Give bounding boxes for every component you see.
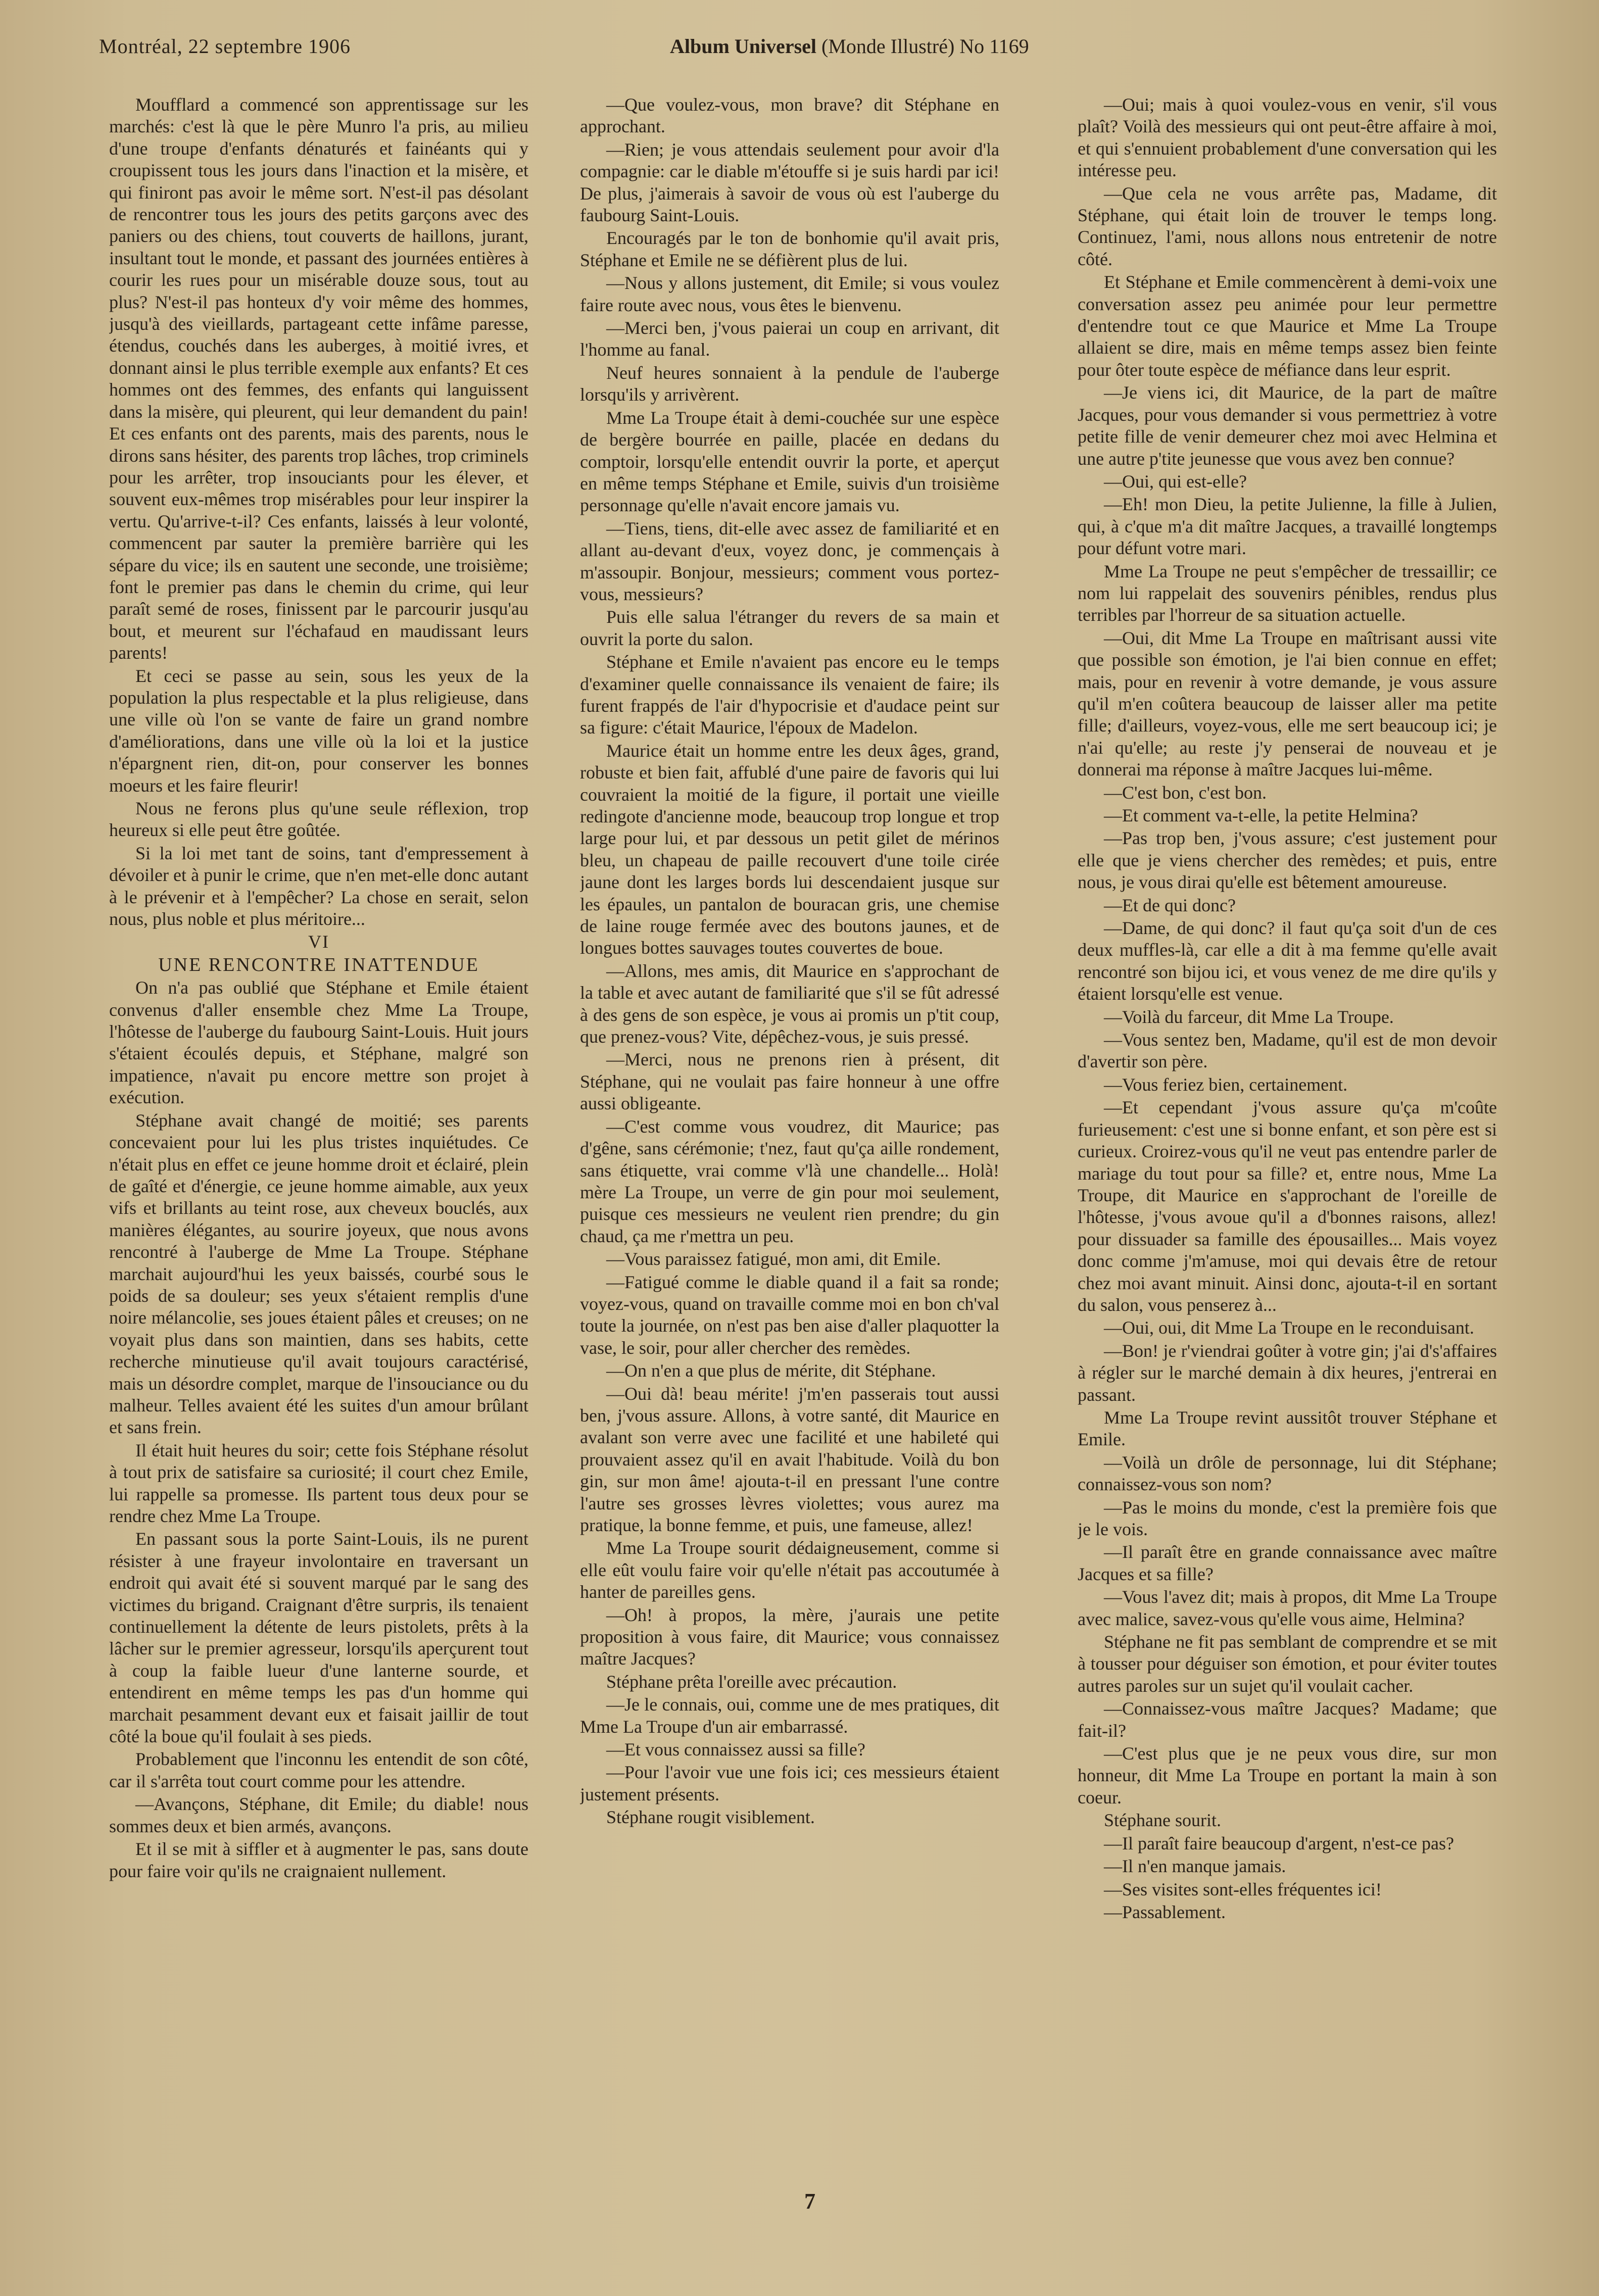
paragraph: Stéphane prêta l'oreille avec précaution. [606,1671,897,1692]
text-column-2 [580,94,999,2231]
chapter-title: UNE RENCONTRE INATTENDUE [158,954,479,975]
paragraph: —Fatigué comme le diable quand il a fait sa ronde; voyez-vous, quand on travaille comme moi en bon ch'val toute la journée, on n'est pas ben aise d'aller plaquotter la vase, le soir, pour aller chercher des remèdes. [580,1272,999,1358]
paragraph: Mme La Troupe revint aussitôt trouver Stéphane et Emile. [1078,1407,1497,1450]
page-number: 7 [804,2189,815,2214]
chapter-number: VI [308,932,329,952]
paragraph: Et il se mit à siffler et à augmenter le pas, sans doute pour faire voir qu'ils ne craignaient nullement. [109,1839,528,1881]
paragraph: —Pas trop ben, j'vous assure; c'est justement pour elle que je viens chercher des remèdes; et puis, entre nous, je vous dirai qu'elle est bêtement amoureuse. [1078,828,1497,893]
paragraph: Et ceci se passe au sein, sous les yeux de la population la plus respectable et la plus religieuse, dans une ville où l'on se vante de faire un grand nombre d'améliorations, dans une ville où la loi et la justice n'épargnent rien, dit-on, pour conserver les bonnes moeurs et les faire fleurir! [109,665,528,796]
paragraph: —Je viens ici, dit Maurice, de la part de maître Jacques, pour vous demander si vous permettriez à votre petite fille de venir demeurer chez moi avec Helmina et une autre p'tite jeunesse que vous avez ben connue? [1078,382,1497,469]
paragraph: Puis elle salua l'étranger du revers de sa main et ouvrit la porte du salon. [580,607,999,649]
paragraph: —Pour l'avoir vue une fois ici; ces messieurs étaient justement présents. [580,1762,999,1804]
paragraph: —Connaissez-vous maître Jacques? Madame; que fait-il? [1078,1698,1497,1741]
paragraph: Si la loi met tant de soins, tant d'empressement à dévoiler et à punir le crime, que n'en met-elle donc autant à le prévenir et à l'empêcher? La chose en serait, selon nous, plus noble et plus méritoire... [109,843,528,930]
paragraph: —Pas le moins du monde, c'est la première fois que je le vois. [1078,1497,1497,1539]
paragraph: —Oui, oui, dit Mme La Troupe en le reconduisant. [1104,1317,1474,1338]
paragraph: Stéphane ne fit pas semblant de comprendre et se mit à tousser pour déguiser son émotion, et pour éviter toutes autres paroles sur un sujet qu'il voulait cacher. [1078,1632,1497,1696]
header-subtitle: (Monde Illustré) No 1169 [821,35,1029,58]
paragraph: Stéphane rougit visiblement. [606,1807,815,1828]
paragraph: —Allons, mes amis, dit Maurice en s'approchant de la table et avec autant de familiarité que s'il se fût adressé à des gens de son espèce, je vous ai promis un p'tit coup, que prenez-vous? Vite, dépêchez-vous, je suis pressé. [580,960,999,1047]
paragraph: Mme La Troupe était à demi-couchée sur une espèce de bergère bourrée en paille, placée en dedans du comptoir, lorsqu'elle entendit ouvrir la porte, et aperçut en même temps Stéphane et Emile, suivis d'un troisième personnage qu'elle n'avait encore jamais vu. [580,407,999,516]
paragraph: —Vous paraissez fatigué, mon ami, dit Emile. [606,1249,941,1269]
paragraph: —Vous l'avez dit; mais à propos, dit Mme La Troupe avec malice, savez-vous qu'elle vous aime, Helmina? [1078,1587,1497,1629]
header-masthead [670,34,1029,58]
paragraph: —Il paraît faire beaucoup d'argent, n'est-ce pas? [1104,1833,1454,1853]
paragraph: —Bon! je r'viendrai goûter à votre gin; j'ai d's'affaires à régler sur le marché demain à dix heures, j'entrerai en passant. [1078,1340,1497,1405]
paragraph: —Merci, nous ne prenons rien à présent, dit Stéphane, qui ne voulait pas faire honneur à une offre aussi obligeante. [580,1049,999,1114]
paragraph: En passant sous la porte Saint-Louis, ils ne purent résister à une frayeur involontaire en traversant un endroit qui avait été si souvent marqué par le sang des victimes du brigand. Craignant d'être surpris, ils tenaient continuellement la détente de leurs pistolets, prêts à la lâcher sur le premier agresseur, lorsqu'ils aperçurent tout à coup la faible lueur d'une lanterne sourde, et entendirent en même temps les pas d'un homme qui marchait pesamment devant eux et faisait jaillir de tout côté la boue qu'il foulait à ses pieds. [109,1529,528,1747]
paragraph: Probablement que l'inconnu les entendit de son côté, car il s'arrêta tout court comme pour les attendre. [109,1749,528,1791]
paragraph: —Dame, de qui donc? il faut qu'ça soit d'un de ces deux muffles-là, car elle a dit à ma femme qu'elle avait rencontré son bijou ici, et vous venez de me dire qu'ils y étaient lorsqu'elle est venue. [1078,918,1497,1004]
paragraph: —Et comment va-t-elle, la petite Helmina? [1104,805,1418,825]
paragraph: Nous ne ferons plus qu'une seule réflexion, trop heureux si elle peut être goûtée. [109,798,528,841]
paragraph: —Vous feriez bien, certainement. [1104,1074,1348,1095]
paragraph: —Et vous connaissez aussi sa fille? [606,1739,865,1760]
paragraph: —Eh! mon Dieu, la petite Julienne, la fille à Julien, qui, à c'que m'a dit maître Jacques, a travaillé longtemps pour défunt votre mari. [1078,494,1497,559]
paragraph: —Oui, qui est-elle? [1104,471,1247,492]
paragraph: —Merci ben, j'vous paierai un coup en arrivant, dit l'homme au fanal. [580,318,999,360]
header-date: Montréal, 22 septembre 1906 [99,35,351,58]
paragraph: —Et de qui donc? [1104,895,1236,915]
paragraph: —On n'en a que plus de mérite, dit Stéphane. [606,1360,936,1381]
paragraph: —Avançons, Stéphane, dit Emile; du diable! nous sommes deux et bien armés, avançons. [109,1794,528,1836]
paragraph: Neuf heures sonnaient à la pendule de l'auberge lorsqu'ils y arrivèrent. [580,362,999,405]
paragraph: —Voilà du farceur, dit Mme La Troupe. [1104,1006,1394,1027]
paragraph: —Voilà un drôle de personnage, lui dit Stéphane; connaissez-vous son nom? [1078,1452,1497,1495]
paragraph: —Oh! à propos, la mère, j'aurais une petite proposition à vous faire, dit Maurice; vous connaissez maître Jacques? [580,1604,999,1669]
paragraph: On n'a pas oublié que Stéphane et Emile étaient convenus d'aller ensemble chez Mme La Troupe, l'hôtesse de l'auberge du faubourg Saint-Louis. Huit jours s'étaient écoulés depuis, et Stéphane, malgré son impatience, n'avait pu encore mettre son projet à exécution. [109,978,528,1108]
paragraph: —Que voulez-vous, mon brave? dit Stéphane en approchant. [580,94,999,137]
paragraph: Mme La Troupe ne peut s'empêcher de tressaillir; ce nom lui rappelait des souvenirs pénibles, rendus plus terribles par l'horreur de sa situation actuelle. [1078,561,1497,625]
paragraph: —Ses visites sont-elles fréquentes ici! [1104,1879,1382,1899]
text-column-1 [109,94,528,2231]
page-header [99,34,1463,65]
paragraph: —C'est comme vous voudrez, dit Maurice; pas d'gêne, sans cérémonie; t'nez, faut qu'ça aille rondement, sans étiquette, vrai comme v'là une chandelle... Holà! mère La Troupe, un verre de gin pour moi seulement, puisque ces messieurs ne veulent rien prendre; du gin chaud, ça me r'mettra un peu. [580,1116,999,1246]
paragraph: —Je le connais, oui, comme une de mes pratiques, dit Mme La Troupe d'un air embarrassé. [580,1694,999,1737]
paragraph: —Il n'en manque jamais. [1104,1856,1286,1877]
paragraph: —C'est plus que je ne peux vous dire, sur mon honneur, dit Mme La Troupe en portant la main à son coeur. [1078,1743,1497,1808]
text-column-3 [1078,94,1497,2231]
paragraph: —Nous y allons justement, dit Emile; si vous voulez faire route avec nous, vous êtes le bienvenu. [580,273,999,315]
paragraph: —Et cependant j'vous assure qu'ça m'coûte furieusement: c'est une si bonne enfant, et son père est si curieux. Croirez-vous qu'il ne veut pas entendre parler de mariage du tout pour sa fille? et, entre nous, Mme La Troupe, dit Maurice en s'approchant de l'oreille de l'hôtesse, j'vous avoue qu'il a d'bonnes raisons, allez! pour dissuader sa famille des épousailles... Mais voyez donc comme j'm'amuse, moi qui devais être de retour chez moi avant minuit. Ainsi donc, ajouta-t-il en sortant du salon, vous penserez à... [1078,1097,1497,1315]
paragraph: —Vous sentez ben, Madame, qu'il est de mon devoir d'avertir son père. [1078,1030,1497,1072]
paragraph: Moufflard a commencé son apprentissage sur les marchés: c'est là que le père Munro l'a pris, au milieu d'une troupe d'enfants dénaturés et fainéants qui y croupissent tous les jours dans l'inaction et la misère, et qui finiront pas avoir le même sort. N'est-il pas désolant de rencontrer tous les jours des petits garçons avec des paniers ou des chiens, tout couverts de haillons, jurant, insultant tout le monde, et passant des journées entières à courir les rues pour un misérable douze sous, tout au plus? N'est-il pas honteux d'y voir même des hommes, jusqu'à des vieillards, partageant cette infâme paresse, étendus, couchés dans les auberges, à moitié ivres, et donnant ainsi le plus terrible exemple aux enfants? Et ces hommes ont des femmes, des enfants qui languissent dans la misère, qui pleurent, qui leur demandent du pain! Et ces enfants ont des parents, mais des parents, nous le dirons sans hésiter, des parents trop lâches, trop criminels pour les arrêter, trop insouciants pour les élever, et souvent eux-mêmes trop misérables pour leur inspirer la vertu. Qu'arrive-t-il? Ces enfants, laissés à leur volonté, commencent par sauter la première barrière qui les sépare du vice; ils en sautent une seconde, une troisième; font le premier pas dans le chemin du crime, qui leur paraît semé de roses, finissent par le parcourir jusqu'au bout, et meurent sur l'échafaud en maudissant leurs parents! [109,94,528,663]
paragraph: Mme La Troupe sourit dédaigneusement, comme si elle eût voulu faire voir qu'elle n'était pas accoutumée à hanter de pareilles gens. [580,1538,999,1602]
paragraph: —Rien; je vous attendais seulement pour avoir d'la compagnie: car le diable m'étouffe si je suis hardi par ici! De plus, j'aimerais à savoir de vous où est l'auberge du faubourg Saint-Louis. [580,139,999,226]
paragraph: Encouragés par le ton de bonhomie qu'il avait pris, Stéphane et Emile ne se défièrent plus de lui. [580,228,999,270]
paragraph: Stéphane et Emile n'avaient pas encore eu le temps d'examiner quelle connaissance ils venaient de faire; ils furent frappés de l'air d'hypocrisie et d'audace peint sur sa figure: c'était Maurice, l'époux de Madelon. [580,652,999,738]
paragraph: —C'est bon, c'est bon. [1104,782,1267,803]
paragraph: Et Stéphane et Emile commencèrent à demi-voix une conversation assez peu animée pour leur permettre d'entendre tout ce que Maurice et Mme La Troupe allaient se dire, mais en même temps assez bien feinte pour ôter toute espèce de méfiance dans leur esprit. [1078,272,1497,380]
paragraph: —Oui dà! beau mérite! j'm'en passerais tout aussi ben, j'vous assure. Allons, à votre santé, dit Maurice en avalant son verre avec une facilité et une habileté qui prouvaient assez qu'il en avait l'habitude. Voilà du bon gin, sur mon âme! ajouta-t-il en pressant l'une contre l'autre ses grosses lèvres violettes; vous aurez ma pratique, la bonne femme, et puis, une fameuse, allez! [580,1383,999,1535]
paragraph: —Il paraît être en grande connaissance avec maître Jacques et sa fille? [1078,1542,1497,1584]
paragraph: Il était huit heures du soir; cette fois Stéphane résolut à tout prix de satisfaire sa curiosité; il court chez Emile, lui rappelle sa promesse. Ils partent tous deux pour se rendre chez Mme La Troupe. [109,1440,528,1526]
paragraph: Stéphane sourit. [1104,1810,1221,1831]
header-title: Album Universel [670,35,816,58]
paragraph: —Oui, dit Mme La Troupe en maîtrisant aussi vite que possible son émotion, je l'ai bien connue en effet; mais, pour en revenir à votre demande, je vous assure qu'il m'en coûtera beaucoup de laisser aller ma petite fille; d'ailleurs, voyez-vous, elle me sert beaucoup ici; je n'ai qu'elle; au reste j'y penserai de nouveau et je donnerai ma réponse à maître Jacques lui-même. [1078,627,1497,780]
paragraph: —Que cela ne vous arrête pas, Madame, dit Stéphane, qui était loin de trouver le temps long. Continuez, l'ami, nous allons nous entretenir de notre côté. [1078,183,1497,269]
paragraph: Maurice était un homme entre les deux âges, grand, robuste et bien fait, affublé d'une paire de favoris qui lui couvraient la moitié de la figure, il portait une vieille redingote d'ancienne mode, beaucoup trop longue et trop large pour lui, et par dessous un petit gilet de mérinos bleu, un chapeau de paille recouvert d'une toile cirée jaune dont les larges bords lui descendaient jusque sur les épaules, un pantalon de bouracan gris, une chemise de laine rouge fermée avec des boutons jaunes, et de longues bottes sauvages toutes couvertes de boue. [580,740,999,958]
paragraph: Stéphane avait changé de moitié; ses parents concevaient pour lui les plus tristes inquiétudes. Ce n'était plus en effet ce jeune homme droit et éclairé, plein de gaîté et d'énergie, ce jeune homme aimable, aux yeux vifs et brillants au teint rose, aux cheveux bouclés, aux manières élégantes, au sourire joyeux, que nous avons rencontré à l'auberge de Mme La Troupe. Stéphane marchait aujourd'hui les yeux baissés, courbé sous le poids de sa douleur; ses yeux s'étaient remplis d'une noire mélancolie, ses joues étaient pâles et creuses; on ne voyait plus dans son maintien, dans ses habits, cette recherche minutieuse qu'il avait toujours caractérisé, mais un désordre complet, marque de l'insouciance ou du malheur. Telles avaient été les suites d'un amour brûlant et sans frein. [109,1110,528,1438]
paragraph: —Passablement. [1104,1901,1226,1922]
paragraph: —Oui; mais à quoi voulez-vous en venir, s'il vous plaît? Voilà des messieurs qui ont peut-être affaire à moi, et qui s'ennuient probablement d'une conversation qui les intéresse peu. [1078,94,1497,181]
paragraph: —Tiens, tiens, dit-elle avec assez de familiarité et en allant au-devant d'eux, voyez donc, je commençais à m'assoupir. Bonjour, messieurs; comment vous portez-vous, messieurs? [580,518,999,604]
